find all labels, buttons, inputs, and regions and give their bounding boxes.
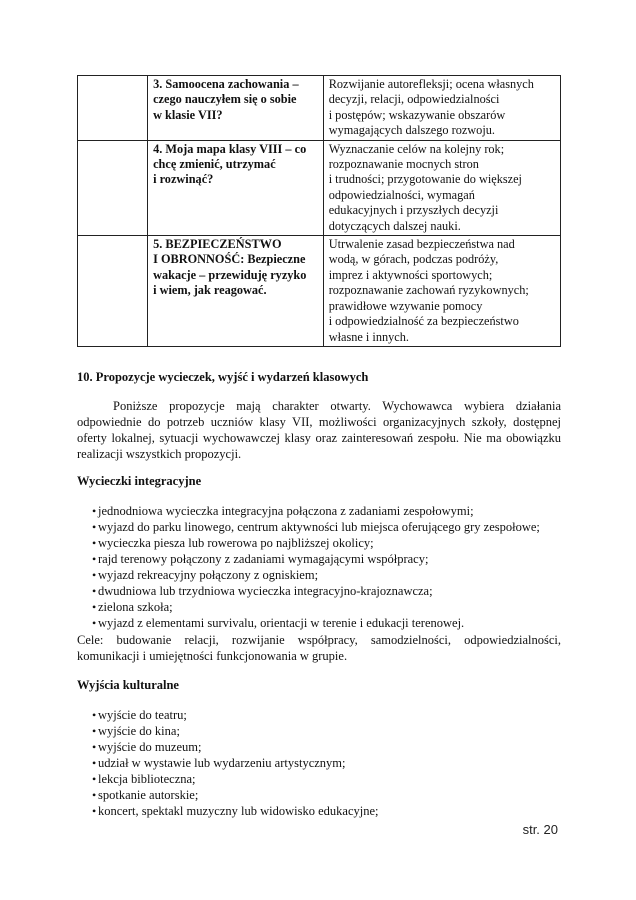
list-item: • spotkanie autorskie; — [77, 787, 378, 803]
goals-line: wymagających dalszego rozwoju. — [328, 123, 495, 138]
list-item: • wyjazd rekreacyjny połączony z ogniskiem; — [77, 567, 540, 583]
goals-line: i postępów; wskazywanie obszarów — [328, 107, 506, 122]
intro-line: odpowiednie do potrzeb uczniów klasy VII, możliwości organizacyjnych szkoły, dostępnej — [77, 415, 561, 429]
list-item: • wycieczka piesza lub rowerowa po najbliższej okolicy; — [77, 535, 540, 551]
topic-line: i rozwinąć? — [153, 172, 214, 187]
table-row — [78, 76, 561, 141]
intro-line: Poniższe propozycje mają charakter otwarty. Wychowawca wybiera działania — [113, 399, 561, 413]
integration-trips-list — [77, 503, 540, 631]
goals-line: decyzji, relacji, odpowiedzialności — [328, 92, 500, 107]
goals-cell — [323, 140, 560, 235]
empty-cell — [78, 140, 148, 235]
cultural-outings-list — [77, 707, 378, 819]
goals-line: wodą, w górach, podczas podróży, — [328, 252, 499, 267]
empty-cell — [78, 76, 148, 141]
list-item: • wyjazd do parku linowego, centrum aktywności lub miejsca oferującego gry zespołowe; — [77, 519, 540, 535]
list-item: • dwudniowa lub trzydniowa wycieczka integracyjno-krajoznawcza; — [77, 583, 540, 599]
section-heading: 10. Propozycje wycieczek, wyjść i wydarzeń klasowych — [77, 370, 369, 384]
intro-line: oferty lokalnej, sytuacji wychowawczej klasy oraz zainteresowań zespołu. Nie ma obowiązku — [77, 431, 561, 445]
topic-cell — [148, 236, 324, 347]
empty-cell — [78, 236, 148, 347]
topic-line: chcę zmienić, utrzymać — [153, 157, 276, 172]
goals-line: rozpoznawanie zachowań ryzykownych; — [328, 283, 529, 298]
list-item: • wyjście do kina; — [77, 723, 378, 739]
list-item: • wyjście do muzeum; — [77, 739, 378, 755]
goals-line: rozpoznawanie mocnych stron — [328, 157, 479, 172]
goals-line: Utrwalenie zasad bezpieczeństwa nad — [328, 237, 515, 252]
goals-line: Cele: budowanie relacji, rozwijanie współpracy, samodzielności, odpowiedzialności, — [77, 633, 561, 647]
integration-trips-heading: Wycieczki integracyjne — [77, 474, 202, 488]
list-item: • wyjście do teatru; — [77, 707, 378, 723]
topic-line: I OBRONNOŚĆ: Bezpieczne — [153, 252, 306, 267]
topic-line: w klasie VII? — [153, 107, 223, 122]
topic-line: wakacje – przewiduję ryzyko — [153, 267, 307, 282]
intro-line: realizacji wszystkich propozycji. — [77, 447, 242, 461]
goals-line: i trudności; przygotowanie do większej — [328, 172, 522, 187]
list-item: • koncert, spektakl muzyczny lub widowisko edukacyjne; — [77, 803, 378, 819]
topic-line: 5. BEZPIECZEŃSTWO — [153, 237, 282, 252]
list-item: • wyjazd z elementami survivalu, orientacji w terenie i edukacji terenowej. — [77, 615, 540, 631]
topic-cell — [148, 140, 324, 235]
goals-line: Wyznaczanie celów na kolejny rok; — [328, 141, 505, 156]
goals-line: własne i innych. — [328, 329, 409, 344]
topic-line: czego nauczyłem się o sobie — [153, 92, 297, 107]
list-item: • zielona szkoła; — [77, 599, 540, 615]
table-row — [78, 236, 561, 347]
goals-line: i odpowiedzialność za bezpieczeństwo — [328, 314, 519, 329]
list-item: • udział w wystawie lub wydarzeniu artystycznym; — [77, 755, 378, 771]
goals-line: edukacyjnych i przyszłych decyzji — [328, 203, 499, 218]
list-item: • rajd terenowy połączony z zadaniami wymagającymi współpracy; — [77, 551, 540, 567]
table-row — [78, 140, 561, 235]
goals-line: imprez i aktywności sportowych; — [328, 267, 493, 282]
topic-line: 3. Samoocena zachowania – — [153, 77, 299, 91]
lesson-plan-table — [77, 75, 561, 347]
goals-line: prawidłowe wzywanie pomocy — [328, 298, 483, 313]
list-item: • jednodniowa wycieczka integracyjna połączona z zadaniami zespołowymi; — [77, 503, 540, 519]
goals-line: komunikacji i umiejętności funkcjonowania w grupie. — [77, 649, 348, 663]
topic-cell — [148, 76, 324, 141]
goals-cell — [323, 76, 560, 141]
goals-line: odpowiedzialności, wymagań — [328, 187, 475, 202]
cultural-outings-heading: Wyjścia kulturalne — [77, 678, 179, 692]
goals-cell — [323, 236, 560, 347]
list-item: • lekcja biblioteczna; — [77, 771, 378, 787]
section-intro-paragraph — [77, 398, 561, 462]
page-number: str. 20 — [522, 822, 558, 837]
topic-line: i wiem, jak reagować. — [153, 283, 267, 298]
goals-line: dotyczących dalszej nauki. — [328, 218, 461, 233]
goals-line: Rozwijanie autorefleksji; ocena własnych — [328, 77, 534, 91]
topic-line: 4. Moja mapa klasy VIII – co — [153, 141, 307, 156]
integration-goals-paragraph — [77, 632, 561, 664]
